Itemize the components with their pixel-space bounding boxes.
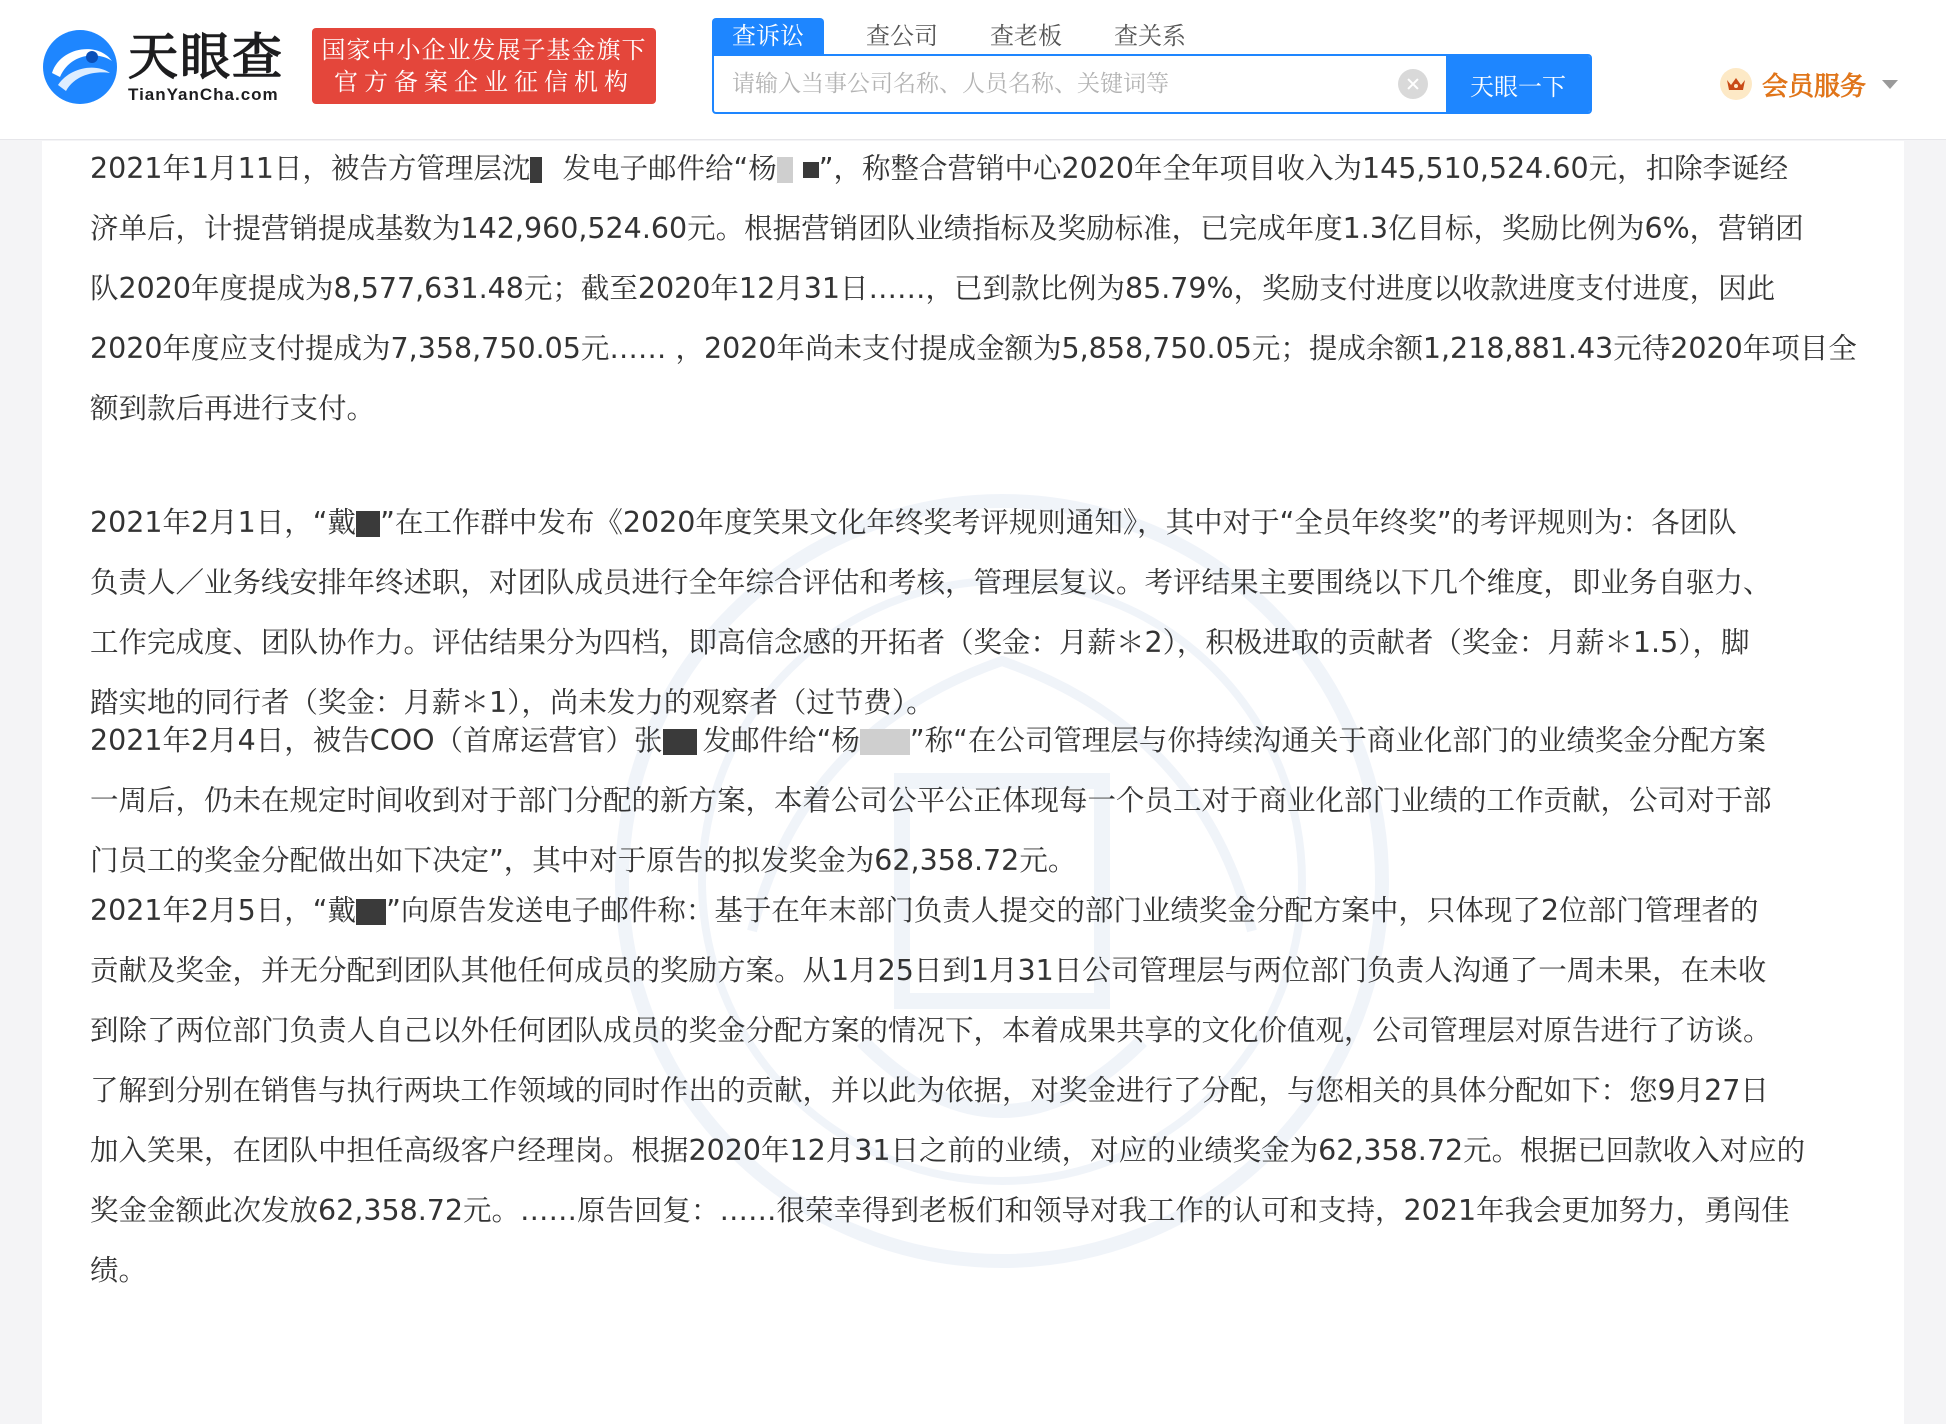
text-segment: 发电子邮件给“杨 [562, 152, 777, 185]
redaction-mark [356, 899, 386, 925]
text-line: 门员工的奖金分配做出如下决定”，其中对于原告的拟发奖金为62,358.72元。 [90, 844, 1077, 877]
text-line: 到除了两位部门负责人自己以外任何团队成员的奖金分配方案的情况下，本着成果共享的文化价值观，公司管理层对原告进行了访谈。 [90, 1014, 1772, 1047]
text-line [90, 493, 1880, 553]
redaction-mark [860, 729, 910, 755]
text-line: 济单后，计提营销提成基数为142,960,524.60元。根据营销团队业绩指标及奖励标准，已完成年度1.3亿目标，奖励比例为6%，营销团 [90, 212, 1804, 245]
text-line [90, 711, 1880, 771]
redaction-mark [663, 729, 697, 755]
text-segment: 2021年2月1日，“戴 [90, 506, 357, 539]
text-line: 负责人／业务线安排年终述职，对团队成员进行全年综合评估和考核，管理层复议。考评结果主要围绕以下几个维度，即业务自驱力、 [90, 566, 1772, 599]
member-service-label: 会员服务 [1762, 71, 1867, 102]
tab-company[interactable]: 查公司 [866, 22, 938, 50]
paragraph-2 [90, 493, 1880, 733]
badge-line-1: 国家中小企业发展子基金旗下 [321, 36, 647, 64]
text-segment: ”称“在公司管理层与你持续沟通关于商业化部门的业绩奖金分配方案 [909, 724, 1766, 757]
text-line [90, 881, 1880, 941]
search-box [712, 54, 1592, 114]
tab-boss[interactable]: 查老板 [990, 22, 1062, 50]
text-segment: 2021年1月11日，被告方管理层沈 [90, 152, 531, 185]
text-line: 绩。 [90, 1254, 148, 1287]
search-button[interactable]: 天眼一下 [1446, 56, 1590, 112]
text-line: 一周后，仍未在规定时间收到对于部门分配的新方案，本着公司公平公正体现每一个员工对于商业化部门业绩的工作贡献，公司对于部 [90, 784, 1772, 817]
search-tabs [712, 18, 1218, 54]
paragraph-1 [90, 141, 1880, 439]
tab-relation[interactable]: 查关系 [1114, 22, 1186, 50]
judgment-content [42, 141, 1904, 1424]
text-line: 额到款后再进行支付。 [90, 392, 376, 425]
redaction-mark [803, 162, 819, 178]
text-line: 加入笑果，在团队中担任高级客户经理岗。根据2020年12月31日之前的业绩，对应的业绩奖金为62,358.72元。根据已回款收入对应的 [90, 1134, 1806, 1167]
text-line: 贡献及奖金，并无分配到团队其他任何成员的奖励方案。从1月25日到1月31日公司管理层与两位部门负责人沟通了一周未果，在未收 [90, 954, 1767, 987]
text-line: 工作完成度、团队协作力。评估结果分为四档，即高信念感的开拓者（奖金：月薪＊2），积极进取的贡献者（奖金：月薪＊1.5），脚 [90, 626, 1750, 659]
text-segment: ”向原告发送电子邮件称：基于在年末部门负责人提交的部门业绩奖金分配方案中，只体现了2位部门管理者的 [386, 894, 1759, 927]
tianyancha-logo[interactable] [40, 26, 292, 108]
chevron-down-icon[interactable] [1882, 80, 1898, 89]
search-input[interactable] [714, 56, 1398, 112]
member-service[interactable] [1720, 64, 1898, 104]
text-line: 踏实地的同行者（奖金：月薪＊1），尚未发力的观察者（过节费）。 [90, 686, 935, 719]
logo-title: 天眼查 [128, 28, 284, 86]
logo-domain: TianYanCha.com [128, 85, 279, 104]
redaction-mark [530, 157, 542, 183]
logo-eye-icon [40, 27, 120, 107]
text-line: 了解到分别在销售与执行两块工作领域的同时作出的贡献，并以此为依据，对奖金进行了分配，与您相关的具体分配如下：您9月27日 [90, 1074, 1769, 1107]
badge-line-2: 官方备案企业征信机构 [334, 68, 634, 96]
paragraph-3 [90, 711, 1880, 891]
redaction-mark [777, 157, 793, 183]
crown-icon [1720, 68, 1752, 100]
text-line [90, 141, 1880, 199]
text-line: 2020年度应支付提成为7,358,750.05元…… ，2020年尚未支付提成金额为5,858,750.05元；提成余额1,218,881.43元待2020年项目全 [90, 332, 1857, 365]
clear-icon[interactable] [1398, 69, 1428, 99]
text-segment: ”在工作群中发布《2020年度笑果文化年终奖考评规则通知》，其中对于“全员年终奖”的考评规则为：各团队 [380, 506, 1737, 539]
text-segment: ”，称整合营销中心2020年全年项目收入为145,510,524.60元，扣除李诞经 [818, 152, 1789, 185]
text-line: 奖金金额此次发放62,358.72元。……原告回复：……很荣幸得到老板们和领导对我工作的认可和支持，2021年我会更加努力，勇闯佳 [90, 1194, 1790, 1227]
paragraph-4 [90, 881, 1880, 1301]
official-badge [312, 28, 656, 104]
text-segment: 发邮件给“杨 [702, 724, 860, 757]
tab-lawsuit[interactable]: 查诉讼 [712, 18, 824, 54]
text-line: 队2020年度提成为8,577,631.48元；截至2020年12月31日……，已到款比例为85.79%，奖励支付进度以收款进度支付进度，因此 [90, 272, 1776, 305]
top-header [0, 0, 1946, 140]
text-segment: 2021年2月5日，“戴 [90, 894, 357, 927]
text-segment: 2021年2月4日，被告COO（首席运营官）张 [90, 724, 663, 757]
redaction-mark [356, 511, 380, 537]
